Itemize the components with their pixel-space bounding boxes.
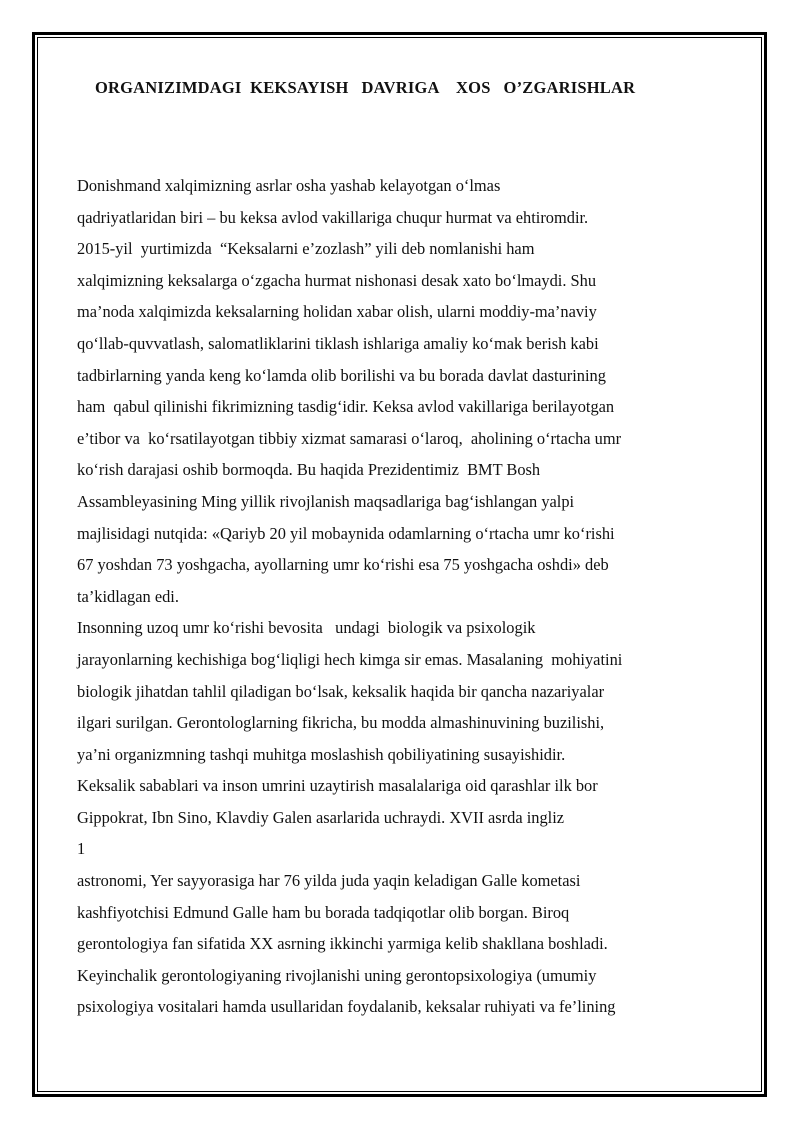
text-line: biologik jihatdan tahlil qiladigan bo‘lsak, keksalik haqida bir qancha nazariyalar bbox=[77, 681, 605, 701]
text-line: Assambleyasining Ming yillik rivojlanish maqsadlariga bag‘ishlangan yalpi bbox=[77, 491, 575, 511]
text-line: tadbirlarning yanda keng ko‘lamda olib borilishi va bu borada davlat dasturining bbox=[77, 365, 606, 385]
text-line: qadriyatlaridan biri – bu keksa avlod vakillariga chuqur hurmat va ehtiromdir. bbox=[77, 207, 589, 227]
page-number: 1 bbox=[77, 839, 86, 859]
text-line: ta’kidlagan edi. bbox=[77, 586, 179, 606]
text-line: Keyinchalik gerontologiyaning rivojlanishi uning gerontopsixologiya (umumiy bbox=[77, 965, 597, 985]
text-line: astronomi, Yer sayyorasiga har 76 yilda juda yaqin keladigan Galle kometasi bbox=[77, 871, 581, 891]
text-line: majlisidagi nutqida: «Qariyb 20 yil mobaynida odamlarning o‘rtacha umr ko‘rishi bbox=[77, 523, 615, 543]
document-title: ORGANIZIMDAGI KEKSAYISH DAVRIGA XOS O’ZGARISHLAR bbox=[95, 78, 636, 97]
text-line: ma’noda xalqimizda keksalarning holidan xabar olish, ularni moddiy-ma’naviy bbox=[77, 302, 597, 322]
text-line: e’tibor va ko‘rsatilayotgan tibbiy xizmat samarasi o‘laroq, aholining o‘rtacha umr bbox=[77, 428, 622, 448]
text-line: Keksalik sabablari va inson umrini uzaytirish masalalariga oid qarashlar ilk bor bbox=[77, 776, 598, 796]
text-line: 2015-yil yurtimizda “Keksalarni e’zozlash” yili deb nomlanishi ham bbox=[77, 239, 535, 259]
text-line: ilgari surilgan. Gerontologlarning fikricha, bu modda almashinuvining buzilishi, bbox=[77, 713, 605, 733]
text-line: kashfiyotchisi Edmund Galle ham bu borada tadqiqotlar olib borgan. Biroq bbox=[77, 902, 570, 922]
text-line: 67 yoshdan 73 yoshgacha, ayollarning umr ko‘rishi esa 75 yoshgacha oshdi» deb bbox=[77, 555, 609, 575]
text-line: ya’ni organizmning tashqi muhitga moslashish qobiliyatining susayishidir. bbox=[77, 744, 566, 764]
text-line: Gippokrat, Ibn Sino, Klavdiy Galen asarlarida uchraydi. XVII asrda ingliz bbox=[77, 807, 565, 827]
document-body bbox=[77, 174, 622, 1027]
text-line: Donishmand xalqimizning asrlar osha yashab kelayotgan o‘lmas bbox=[77, 176, 501, 195]
text-line: ham qabul qilinishi fikrimizning tasdig‘idir. Keksa avlod vakillariga berilayotgan bbox=[77, 397, 615, 417]
text-line: gerontologiya fan sifatida XX asrning ikkinchi yarmiga kelib shakllana boshladi. bbox=[77, 934, 608, 954]
text-line: jarayonlarning kechishiga bog‘liqligi hech kimga sir emas. Masalaning mohiyatini bbox=[77, 649, 623, 669]
text-line: qo‘llab-quvvatlash, salomatliklarini tiklash ishlariga amaliy ko‘mak berish kabi bbox=[77, 333, 599, 353]
text-line: psixologiya vositalari hamda usullaridan foydalanib, keksalar ruhiyati va fe’lining bbox=[77, 997, 616, 1017]
text-line: ko‘rish darajasi oshib bormoqda. Bu haqida Prezidentimiz BMT Bosh bbox=[77, 460, 541, 480]
text-line: Insonning uzoq umr ko‘rishi bevosita undagi biologik va psixologik bbox=[77, 618, 536, 638]
text-line: xalqimizning keksalarga o‘zgacha hurmat nishonasi desak xato bo‘lmaydi. Shu bbox=[77, 270, 597, 290]
